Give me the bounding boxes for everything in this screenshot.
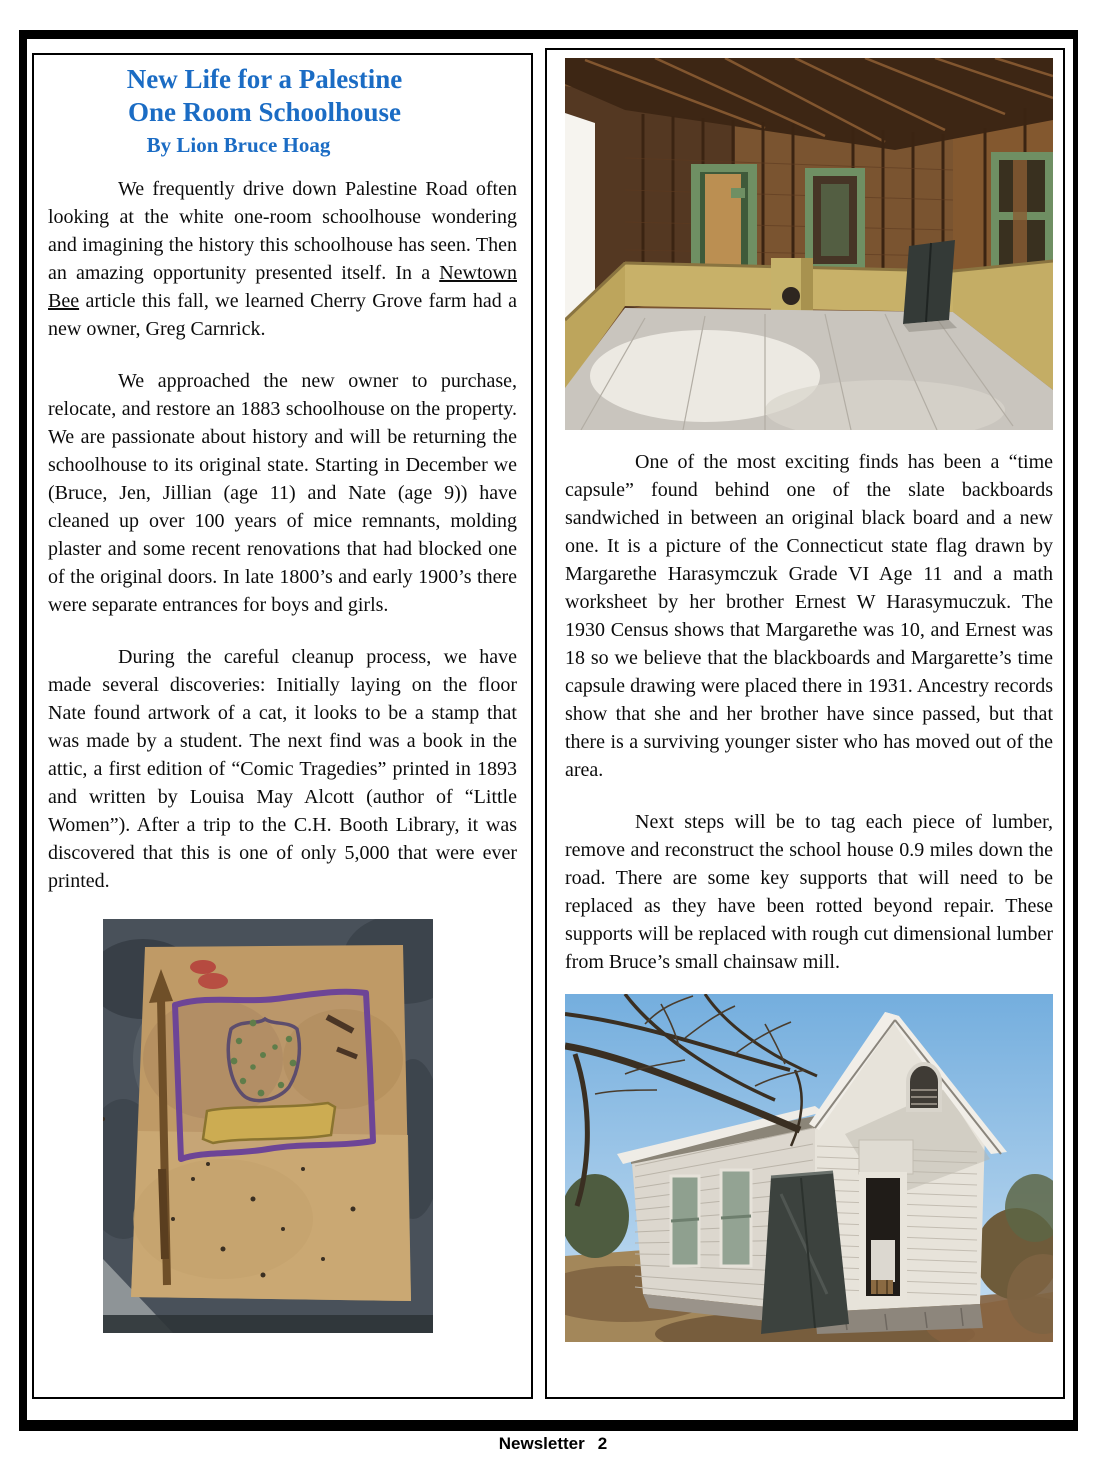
chimney-box — [771, 258, 813, 318]
article-byline: By Lion Bruce Hoag — [146, 133, 331, 157]
right-paragraph-1: One of the most exciting finds has been a “time capsule” found behind one of the slate backboards sandwiched in between an original black board and a new one. It is a picture of the Connecticut state flag drawn by Margarethe Harasymczuk Grade VI Age 11 and a math worksheet by her brother Ernest W Harasymuczuk. The 1930 Census shows that Margarethe was 10, and Ernest was 18 so we believe that the blackboards and Margarette’s time capsule drawing were placed there in 1931. Ancestry records show that she and her brother have since passed, but that there is a surviving younger sister who has moved out of the area. — [565, 451, 1053, 781]
paragraph-text: article this fall, we learned Cherry Grove farm had a new owner, Greg Carnrick. — [48, 290, 517, 340]
left-paragraph-2: We approached the new owner to purchase, relocate, and restore an 1883 schoolhouse on the property. We are passionate about history and will be returning the schoolhouse to its original state. Starting in December we (Bruce, Jen, Jillian (age 11) and Nate (age 9)) have cleaned up over 100 years of mice remnants, molding plaster and some recent renovations that had blocked one of the original doors. In late 1800’s and early 1900’s there were separate entrances for boys and girls. — [48, 370, 517, 616]
left-column — [32, 53, 533, 1399]
right-column — [545, 48, 1065, 1399]
left-paragraph-1 — [48, 175, 517, 343]
footer-label: Newsletter — [498, 1434, 585, 1453]
page-footer — [0, 1434, 1106, 1454]
green-door-center — [805, 168, 865, 272]
red-scribble — [190, 960, 216, 974]
article-title-line2: One Room Schoolhouse — [127, 97, 402, 127]
newtown-bee-underlined: Newtown Bee — [48, 262, 517, 312]
exterior-photo — [565, 994, 1053, 1342]
door-transom-infill — [859, 1140, 913, 1174]
green-door-left — [691, 164, 757, 276]
open-door — [859, 1172, 907, 1300]
interior-photo — [565, 58, 1053, 430]
paragraph-text: We frequently drive down Palestine Road often looking at the white one-room schoolhouse wondering and imagining the history this schoolhouse has seen. Then an amazing opportunity presented itself. In a — [48, 178, 517, 284]
gable-vent — [908, 1064, 940, 1110]
right-paragraph-2: Next steps will be to tag each piece of lumber, remove and reconstruct the school house 0.9 miles down the road. There are some key supports that will need to be replaced as they have been rotted beyond repair. These supports will be replaced with rough cut dimensional lumber from Bruce’s small chainsaw mill. — [565, 811, 1053, 973]
article-title-line1: New Life for a Palestine — [126, 64, 403, 94]
article-title — [48, 63, 517, 129]
left-paragraph-3: During the careful cleanup process, we have made several discoveries: Initially laying on the floor Nate found artwork of a cat, it looks to be a stamp that was made by a student. The next find was a book in the attic, a first edition of “Comic Tragedies” printed in 1893 and written by Louisa May Alcott (author of “Little Women”). After a trip to the C.H. Booth Library, it was discovered that this is one of only 5,000 that were ever printed. — [48, 646, 517, 892]
banner-ribbon — [203, 1103, 335, 1143]
flag-drawing-photo — [103, 919, 433, 1333]
footer-page-number: 2 — [597, 1434, 608, 1453]
leaning-blackboard — [903, 240, 957, 332]
